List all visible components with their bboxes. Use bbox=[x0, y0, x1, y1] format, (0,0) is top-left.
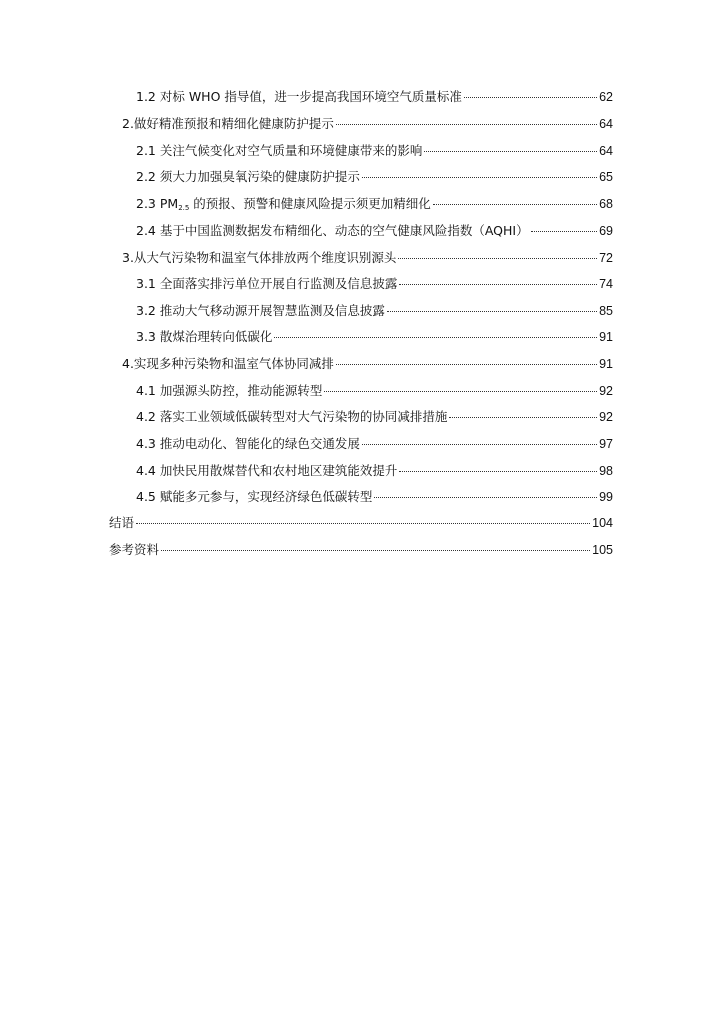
toc-entry[interactable] bbox=[122, 250, 613, 266]
toc-dot-leader bbox=[362, 177, 597, 178]
toc-entry-title: 3.2 推动大气移动源开展智慧监测及信息披露 bbox=[136, 303, 385, 318]
toc-entry[interactable] bbox=[136, 196, 613, 212]
toc-title-prefix: 2.3 PM bbox=[136, 196, 179, 211]
toc-entry-page: 65 bbox=[599, 170, 613, 184]
toc-dot-leader bbox=[374, 497, 597, 498]
toc-entry-page: 72 bbox=[599, 251, 613, 265]
toc-entry[interactable] bbox=[136, 223, 613, 239]
toc-dot-leader bbox=[336, 124, 597, 125]
toc-entry-title bbox=[136, 196, 431, 214]
toc-entry-page: 99 bbox=[599, 490, 613, 504]
toc-entry-title: 3.从大气污染物和温室气体排放两个维度识别源头 bbox=[122, 250, 397, 265]
toc-entry-title: 2.4 基于中国监测数据发布精细化、动态的空气健康风险指数（AQHI） bbox=[136, 223, 529, 238]
toc-entry-page: 64 bbox=[599, 144, 613, 158]
toc-entry-title: 4.5 赋能多元参与，实现经济绿色低碳转型 bbox=[136, 489, 373, 504]
toc-entry[interactable] bbox=[136, 436, 613, 452]
toc-dot-leader bbox=[399, 284, 597, 285]
toc-entry[interactable] bbox=[136, 463, 613, 479]
toc-entry-title: 4.1 加强源头防控，推动能源转型 bbox=[136, 383, 323, 398]
toc-dot-leader bbox=[398, 258, 597, 259]
toc-entry-title: 2.2 须大力加强臭氧污染的健康防护提示 bbox=[136, 169, 360, 184]
toc-dot-leader bbox=[424, 151, 597, 152]
toc-entry[interactable] bbox=[122, 116, 613, 132]
toc-entry-page: 92 bbox=[599, 410, 613, 424]
toc-entry-page: 91 bbox=[599, 330, 613, 344]
toc-dot-leader bbox=[362, 444, 597, 445]
toc-dot-leader bbox=[161, 550, 590, 551]
toc-dot-leader bbox=[433, 204, 597, 205]
toc-entry-title: 3.3 散煤治理转向低碳化 bbox=[136, 329, 273, 344]
toc-entry[interactable] bbox=[136, 329, 613, 345]
toc-dot-leader bbox=[387, 311, 597, 312]
toc-entry-title: 4.4 加快民用散煤替代和农村地区建筑能效提升 bbox=[136, 463, 398, 478]
toc-entry[interactable] bbox=[136, 383, 613, 399]
toc-entry-title: 结语 bbox=[109, 515, 135, 530]
toc-entry-page: 92 bbox=[599, 384, 613, 398]
toc-entry-page: 97 bbox=[599, 437, 613, 451]
toc-entry-page: 74 bbox=[599, 277, 613, 291]
toc-entry-page: 85 bbox=[599, 304, 613, 318]
toc-dot-leader bbox=[336, 364, 597, 365]
toc-entry[interactable] bbox=[109, 515, 613, 531]
toc-entry-title: 4.实现多种污染物和温室气体协同减排 bbox=[122, 356, 334, 371]
toc-entry-page: 98 bbox=[599, 464, 613, 478]
toc-dot-leader bbox=[274, 337, 597, 338]
toc-entry[interactable] bbox=[136, 489, 613, 505]
toc-entry-title: 1.2 对标 WHO 指导值，进一步提高我国环境空气质量标准 bbox=[136, 89, 462, 104]
toc-entry-title: 参考资料 bbox=[109, 542, 160, 557]
toc-entry-title: 2.做好精准预报和精细化健康防护提示 bbox=[122, 116, 334, 131]
toc-entry-page: 105 bbox=[592, 543, 613, 557]
toc-entry[interactable] bbox=[136, 89, 613, 105]
toc-entry-title: 3.1 全面落实排污单位开展自行监测及信息披露 bbox=[136, 276, 398, 291]
toc-entry-title: 2.1 关注气候变化对空气质量和环境健康带来的影响 bbox=[136, 143, 423, 158]
toc-dot-leader bbox=[531, 231, 597, 232]
toc-entry[interactable] bbox=[136, 409, 613, 425]
toc-entry-page: 62 bbox=[599, 90, 613, 104]
toc-title-subscript: 2.5 bbox=[178, 204, 190, 212]
toc-entry-page: 91 bbox=[599, 357, 613, 371]
toc-entry-page: 104 bbox=[592, 516, 613, 530]
toc-title-suffix: 的预报、预警和健康风险提示须更加精细化 bbox=[189, 196, 431, 211]
toc-entry-title: 4.2 落实工业领域低碳转型对大气污染物的协同减排措施 bbox=[136, 409, 448, 424]
toc-entry[interactable] bbox=[136, 143, 613, 159]
toc-dot-leader bbox=[399, 471, 597, 472]
toc-entry-page: 64 bbox=[599, 117, 613, 131]
toc-entry[interactable] bbox=[122, 356, 613, 372]
toc-entry[interactable] bbox=[136, 276, 613, 292]
toc-dot-leader bbox=[324, 391, 597, 392]
toc-dot-leader bbox=[464, 97, 597, 98]
toc-entry[interactable] bbox=[136, 169, 613, 185]
toc-dot-leader bbox=[136, 523, 590, 524]
toc-entry-page: 69 bbox=[599, 224, 613, 238]
toc-entry[interactable] bbox=[109, 542, 613, 558]
toc-entry-title: 4.3 推动电动化、智能化的绿色交通发展 bbox=[136, 436, 360, 451]
toc-dot-leader bbox=[449, 417, 597, 418]
toc-entry[interactable] bbox=[136, 303, 613, 319]
toc-entry-page: 68 bbox=[599, 197, 613, 211]
